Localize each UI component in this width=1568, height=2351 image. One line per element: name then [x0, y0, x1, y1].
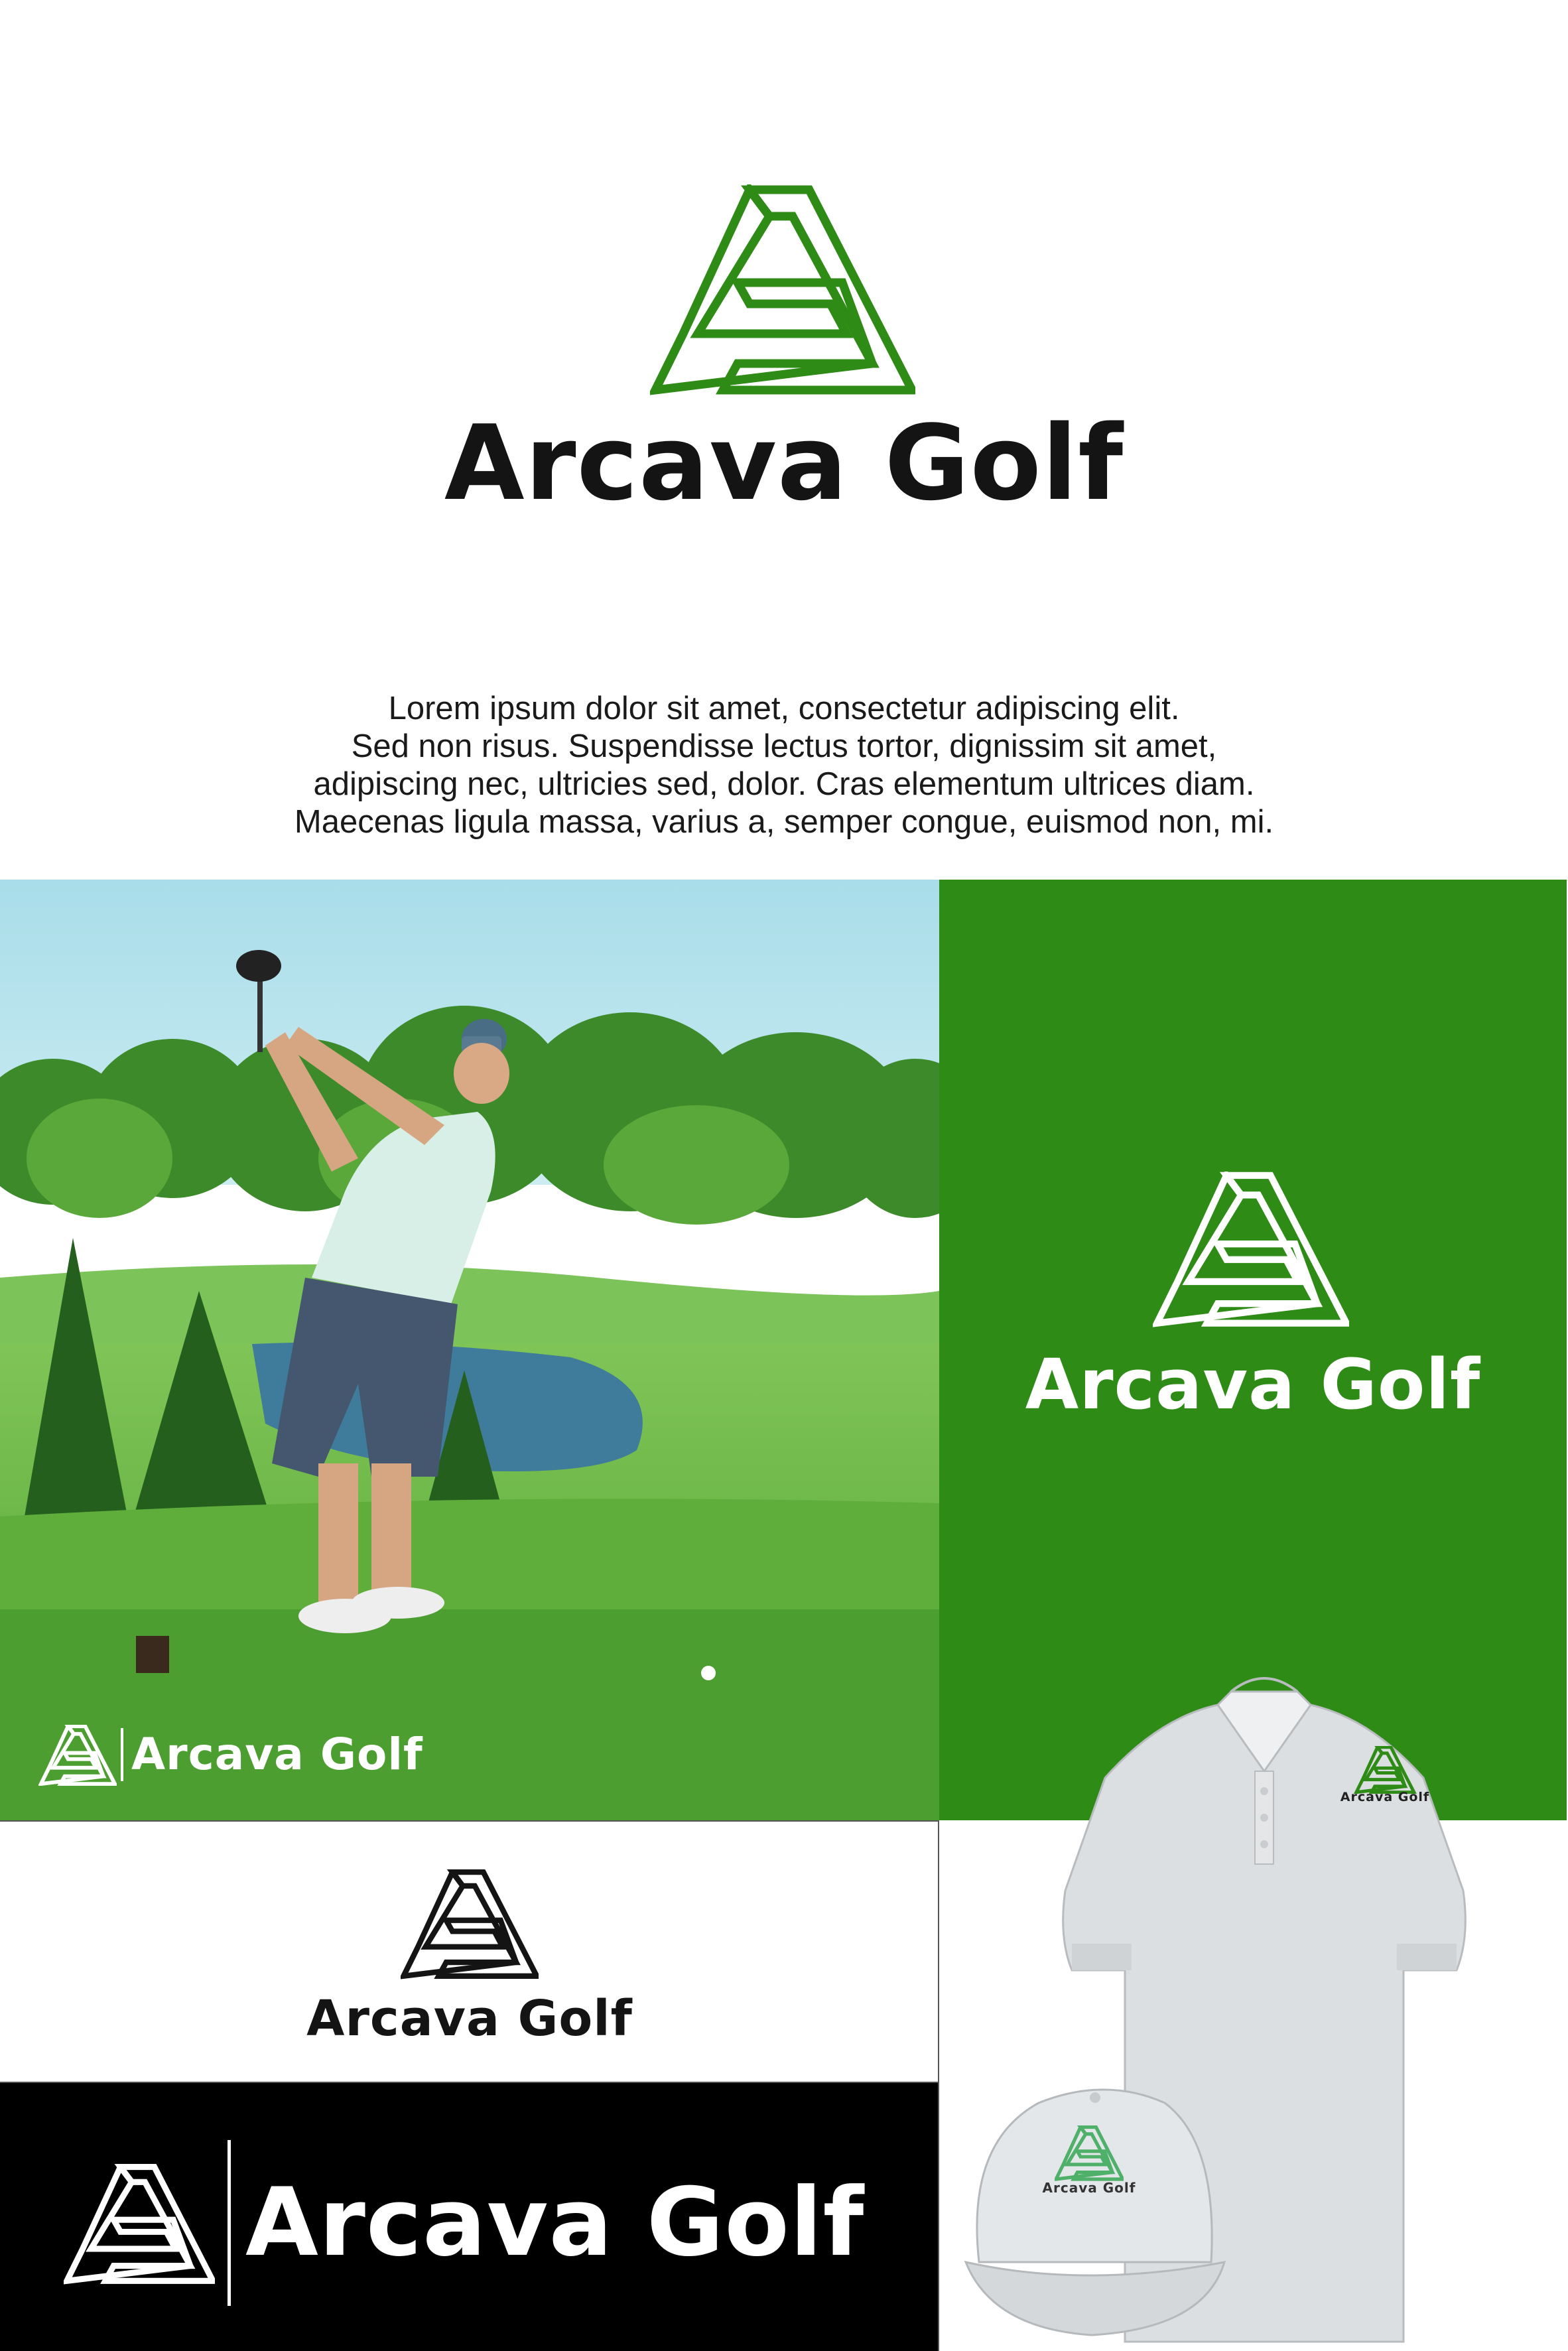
shirt-logo-icon — [1352, 1746, 1418, 1794]
cap-brand-name: Arcava Golf — [1042, 2180, 1136, 2196]
shirt-brand-name: Arcava Golf — [1340, 1790, 1430, 1804]
golfer-photo — [0, 880, 939, 1820]
brand-logo-icon — [650, 184, 915, 397]
golf-course-image — [0, 880, 939, 1820]
white-panel-logo-icon — [401, 1869, 539, 1980]
intro-line: Maecenas ligula massa, varius a, semper congue, euismod non, mi. — [294, 804, 1274, 840]
green-panel-logo-icon — [1153, 1172, 1349, 1328]
intro-paragraph — [0, 690, 1568, 841]
intro-line: Lorem ipsum dolor sit amet, consectetur adipiscing elit. — [388, 691, 1180, 726]
photo-logo-icon — [38, 1725, 117, 1786]
intro-line: adipiscing nec, ultricies sed, dolor. Cras elementum ultrices diam. — [313, 766, 1255, 802]
green-panel-brand-name: Arcava Golf — [1025, 1344, 1481, 1425]
photo-brand-name: Arcava Golf — [131, 1729, 423, 1780]
brand-name: Arcava Golf — [444, 403, 1124, 523]
black-panel-brand-name: Arcava Golf — [245, 2168, 865, 2277]
photo-logo-divider — [121, 1728, 123, 1781]
black-panel-divider — [228, 2140, 231, 2306]
black-panel-logo-icon — [64, 2164, 215, 2285]
white-panel-brand-name: Arcava Golf — [306, 1990, 633, 2047]
intro-line: Sed non risus. Suspendisse lectus tortor, dignissim sit amet, — [351, 728, 1217, 764]
merch-mockup — [939, 1625, 1568, 2351]
cap-logo-icon — [1055, 2125, 1124, 2181]
